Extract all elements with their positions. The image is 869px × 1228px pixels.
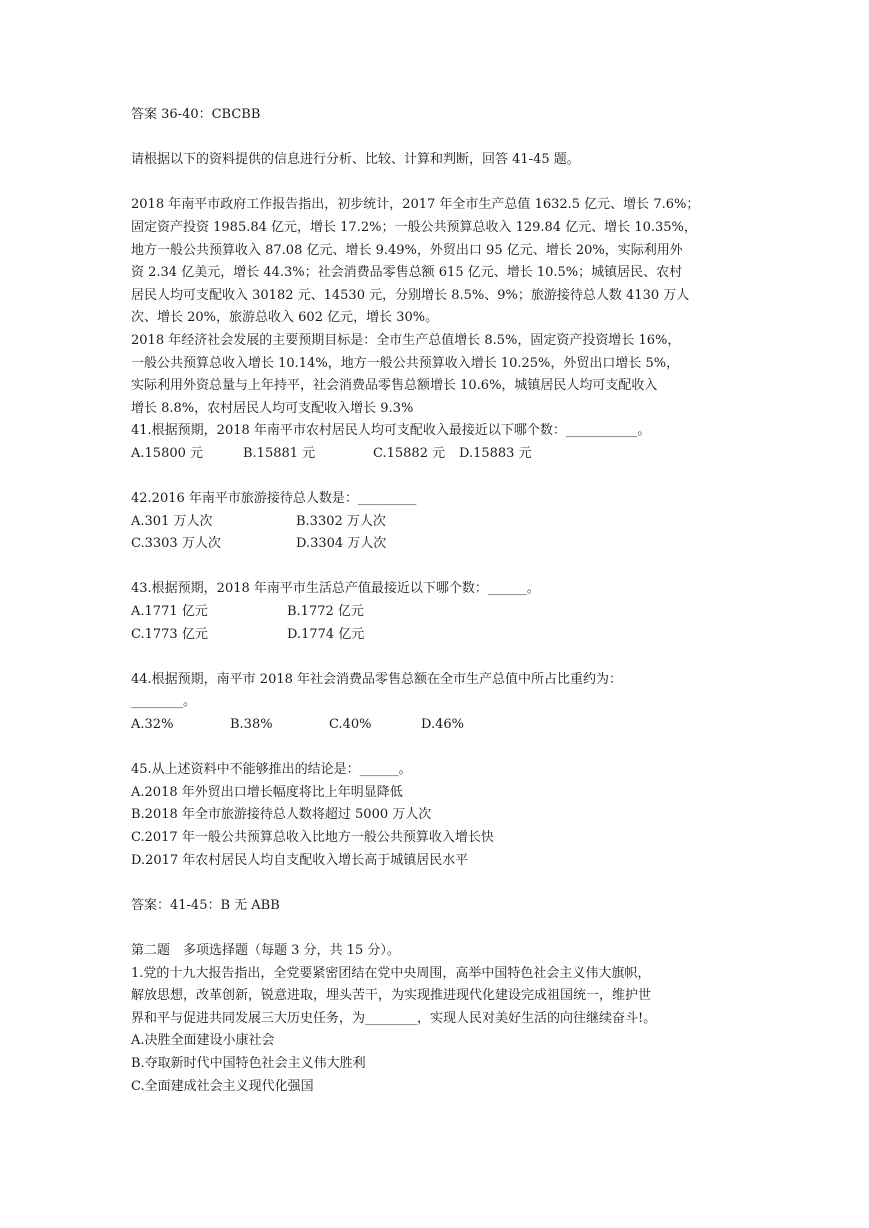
question-45 — [131, 759, 751, 872]
option-b: B.38% — [230, 717, 273, 733]
option-b: B.1772 亿元 — [287, 604, 364, 620]
section-2-title: 第二题 多项选择题（每题 3 分，共 15 分）。 — [131, 942, 400, 958]
question-stem: 42.2016 年南平市旅游接待总人数是：_________ — [131, 491, 417, 507]
paragraph-line: 地方一般公共预算收入 87.08 亿元、增长 9.49%，外贸出口 95 亿元、增长 20%，实际利用外 — [131, 242, 683, 258]
option-a: A.32% — [131, 717, 174, 733]
option-a: A.301 万人次 — [131, 513, 213, 529]
option-d: D.15883 元 — [459, 445, 532, 461]
option-c: C.2017 年一般公共预算总收入比地方一般公共预算收入增长快 — [131, 830, 494, 845]
document-page — [131, 104, 751, 1098]
question-stem-blank: ________。 — [131, 694, 197, 710]
paragraph-line: 次、增长 20%，旅游总收入 602 亿元，增长 30%。 — [131, 310, 439, 326]
material-paragraph-2 — [131, 330, 751, 420]
paragraph-line: 资 2.34 亿美元，增长 44.3%；社会消费品零售总额 615 亿元、增长 10.5%；城镇居民、农村 — [131, 265, 683, 281]
options-row — [131, 601, 751, 624]
option-b: B.15881 元 — [243, 445, 316, 461]
options-row — [131, 714, 751, 737]
paragraph-line: 2018 年经济社会发展的主要预期目标是：全市生产总值增长 8.5%，固定资产投资增长 16%， — [131, 332, 681, 348]
paragraph-line: 居民人均可支配收入 30182 元、14530 元，分别增长 8.5%、9%；旅游接待总人数 4130 万人 — [131, 287, 690, 303]
option-c: C.全面建成社会主义现代化强国 — [131, 1078, 314, 1094]
paragraph-line: 2018 年南平市政府工作报告指出，初步统计，2017 年全市生产总值 1632.5 亿元、增长 7.6%； — [131, 197, 700, 213]
option-c: C.3303 万人次 — [131, 536, 221, 552]
options-row — [131, 533, 751, 556]
option-c: C.15882 元 — [373, 445, 446, 461]
question-43 — [131, 578, 751, 646]
material-paragraph-1 — [131, 194, 751, 330]
option-a: A.2018 年外贸出口增长幅度将比上年明显降低 — [131, 784, 403, 800]
paragraph-line: 实际利用外资总量与上年持平，社会消费品零售总额增长 10.6%，城镇居民人均可支配收入 — [131, 378, 658, 394]
question-44 — [131, 669, 751, 737]
option-d: D.46% — [421, 717, 464, 733]
answer-41-45: 答案：41-45：B 无 ABB — [131, 897, 280, 913]
paragraph-line: 增长 8.8%，农村居民人均可支配收入增长 9.3% — [131, 400, 414, 416]
question-41 — [131, 420, 751, 465]
question-stem: 44.根据预期，南平市 2018 年社会消费品零售总额在全市生产总值中所占比重约为： — [131, 671, 623, 687]
option-d: D.2017 年农村居民人均自支配收入增长高于城镇居民水平 — [131, 852, 469, 868]
answer-36-40: 答案 36-40：CBCBB — [131, 107, 261, 122]
paragraph-line: 一般公共预算总收入增长 10.14%，地方一般公共预算收入增长 10.25%，外贸出口增长 5%， — [131, 355, 680, 371]
options-row — [131, 511, 751, 534]
option-b: B.2018 年全市旅游接待总人数将超过 5000 万人次 — [131, 807, 432, 823]
question-stem: 41.根据预期，2018 年南平市农村居民人均可支配收入最接近以下哪个数：___________。 — [131, 423, 651, 439]
option-c: C.1773 亿元 — [131, 626, 208, 642]
option-d: D.3304 万人次 — [296, 536, 387, 552]
option-b: B.3302 万人次 — [296, 513, 386, 529]
question-stem: 45.从上述资料中不能够推出的结论是：______。 — [131, 762, 412, 778]
instruction-text: 请根据以下的资料提供的信息进行分析、比较、计算和判断，回答 41-45 题。 — [131, 152, 580, 168]
question-stem: 1.党的十九大报告指出，全党要紧密团结在党中央周围，高举中国特色社会主义伟大旗帜， — [131, 965, 651, 981]
option-a: A.决胜全面建设小康社会 — [131, 1033, 275, 1049]
option-d: D.1774 亿元 — [287, 626, 365, 642]
option-c: C.40% — [329, 717, 372, 733]
option-a: A.15800 元 — [131, 445, 204, 461]
options-row — [131, 624, 751, 647]
option-b: B.夺取新时代中国特色社会主义伟大胜利 — [131, 1055, 366, 1071]
question-stem: 43.根据预期，2018 年南平市生活总产值最接近以下哪个数：______。 — [131, 581, 540, 597]
multi-question-1 — [131, 963, 751, 1099]
question-42 — [131, 488, 751, 556]
option-a: A.1771 亿元 — [131, 604, 208, 620]
question-stem: 解放思想，改革创新，锐意进取，埋头苦干，为实现推进现代化建设完成祖国统一，维护世 — [131, 988, 652, 1004]
options-row — [131, 443, 751, 466]
paragraph-line: 固定资产投资 1985.84 亿元，增长 17.2%；一般公共预算总收入 129.84 亿元、增长 10.35%， — [131, 219, 697, 235]
question-stem: 界和平与促进共同发展三大历史任务，为________，实现人民对美好生活的向往继续奋斗!。 — [131, 1010, 657, 1026]
